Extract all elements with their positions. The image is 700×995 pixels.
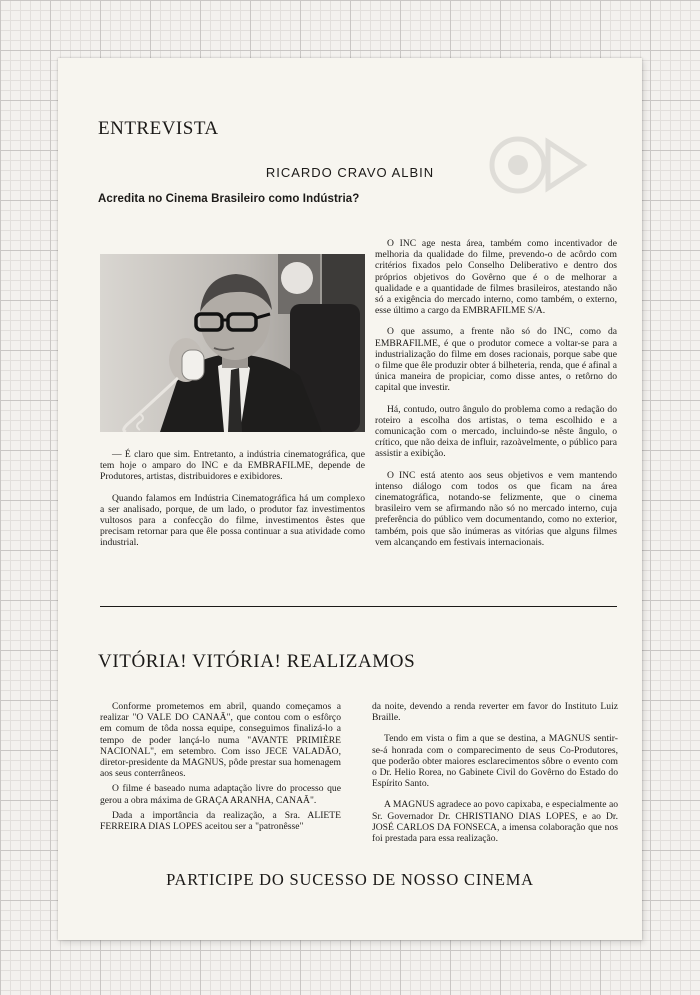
- interviewee-photo: [100, 254, 365, 432]
- interviewee-name: RICARDO CRAVO ALBIN: [265, 165, 435, 180]
- interview-question: Acredita no Cinema Brasileiro como Indústria?: [98, 193, 360, 205]
- announcement-paragraph: Conforme prometemos em abril, quando começamos a realizar "O VALE DO CANAÃ", que contou com o esfôrço em comum de tôda nossa equipe, conseguimos finalizá-lo a tempo de poder lançá-lo numa "AVANTE PRIMIÈRE NACIONAL", em setembro. Com isso JECE VALADÃO, diretor-presidente da MAGNUS, pôde prestar sua homenagem aos seus conterrâneos.: [100, 701, 341, 780]
- section-divider: [100, 606, 617, 607]
- document-sheet: [58, 58, 642, 940]
- interview-paragraph: O INC age nesta área, também como incentivador de melhoria da qualidade do filme, prevendo-o de acôrdo com critérios fixados pelo Conselho Deliberativo e dentro dos próprios objetivos do Govêrno que é o de melhorar a qualidade e a quantidade de filmes brasileiros, atestando não só a exigência do mercado interno, como também, o externo, esse último a cargo da EMBRAFILME S/A.: [375, 238, 617, 317]
- interview-right-column: [375, 238, 617, 558]
- announcement-title: VITÓRIA! VITÓRIA! REALIZAMOS: [98, 651, 416, 672]
- interview-paragraph: Há, contudo, outro ângulo do problema como a redação do roteiro a escolha dos artistas, o tema escolhido e a comunicação com o mercado, incluindo-se nêste ângulo, o crítico, que não deixa de influir, razoàvelmente, o público para assistir a exibição.: [375, 403, 617, 460]
- interview-paragraph: O INC está atento aos seus objetivos e vem mantendo intenso diálogo com todos os que ficam na área cinematográfica, notando-se felizmente, que o cinema brasileiro vem se afirmando não só no mercado interno, cuja preferência do público vem documentando, como no exterior, também, pois que são inúmeras as vitórias que alguns filmes vem alcançando em festivais internacionais.: [375, 469, 617, 548]
- interview-paragraph: — É claro que sim. Entretanto, a indústria cinematográfica, que tem hoje o amparo do INC e da EMBRAFILME, depende de Produtores, artistas, distribuidores e exibidores.: [100, 449, 365, 483]
- interview-left-column: [100, 449, 365, 559]
- announcement-paragraph: Dada a importância da realização, a Sra. ALIETE FERREIRA DIAS LOPES aceitou ser a "patronêsse": [100, 809, 341, 833]
- interview-paragraph: O que assumo, a frente não só do INC, como da EMBRAFILME, é que o produtor comece a voltar-se para a industrialização do filme em doses racionais, porque sabe que o filme que êle produzir obter á bilheteria, renda, que é afinal a única maneira de propiciar, como disse antes, o retôrno do capital que investir.: [375, 326, 617, 394]
- announcement-paragraph: Tendo em vista o fim a que se destina, a MAGNUS sentir-se-á honrada com o comparecimento de seus Co-Produtores, que poderão obter maiores esclarecimentos sôbre o evento com o Dr. Helio Rorea, no Gabinete Civil do Govêrno do Estado do Espírito Santo.: [372, 733, 618, 790]
- announcement-right-column: [372, 701, 618, 854]
- photo-illustration: [100, 254, 365, 432]
- announcement-paragraph: O filme é baseado numa adaptação livre do processo que gerou a obra máxima de GRAÇA ARANHA, CANAÃ".: [100, 783, 341, 806]
- interview-paragraph: Quando falamos em Indústria Cinematográfica há um complexo a ser analisado, porque, de um lado, o produtor faz investimentos vultosos para a confecção do filme, investimentos êstes que precisam retornar para que êle possa continuar a sua atividade como industrial.: [100, 492, 365, 549]
- announcement-left-column: [100, 701, 341, 836]
- announcement-paragraph: da noite, devendo a renda reverter em favor do Instituto Luiz Braille.: [372, 701, 618, 724]
- announcement-paragraph: A MAGNUS agradece ao povo capixaba, e especialmente ao Sr. Governador Dr. CHRISTIANO DIAS LOPES, e ao Dr. JOSÉ CARLOS DA FONSECA, a imensa colaboração que nos foi prestada para essa realização.: [372, 799, 618, 845]
- tagline: PARTICIPE DO SUCESSO DE NOSSO CINEMA: [166, 870, 534, 889]
- section-title-entrevista: ENTREVISTA: [98, 118, 219, 139]
